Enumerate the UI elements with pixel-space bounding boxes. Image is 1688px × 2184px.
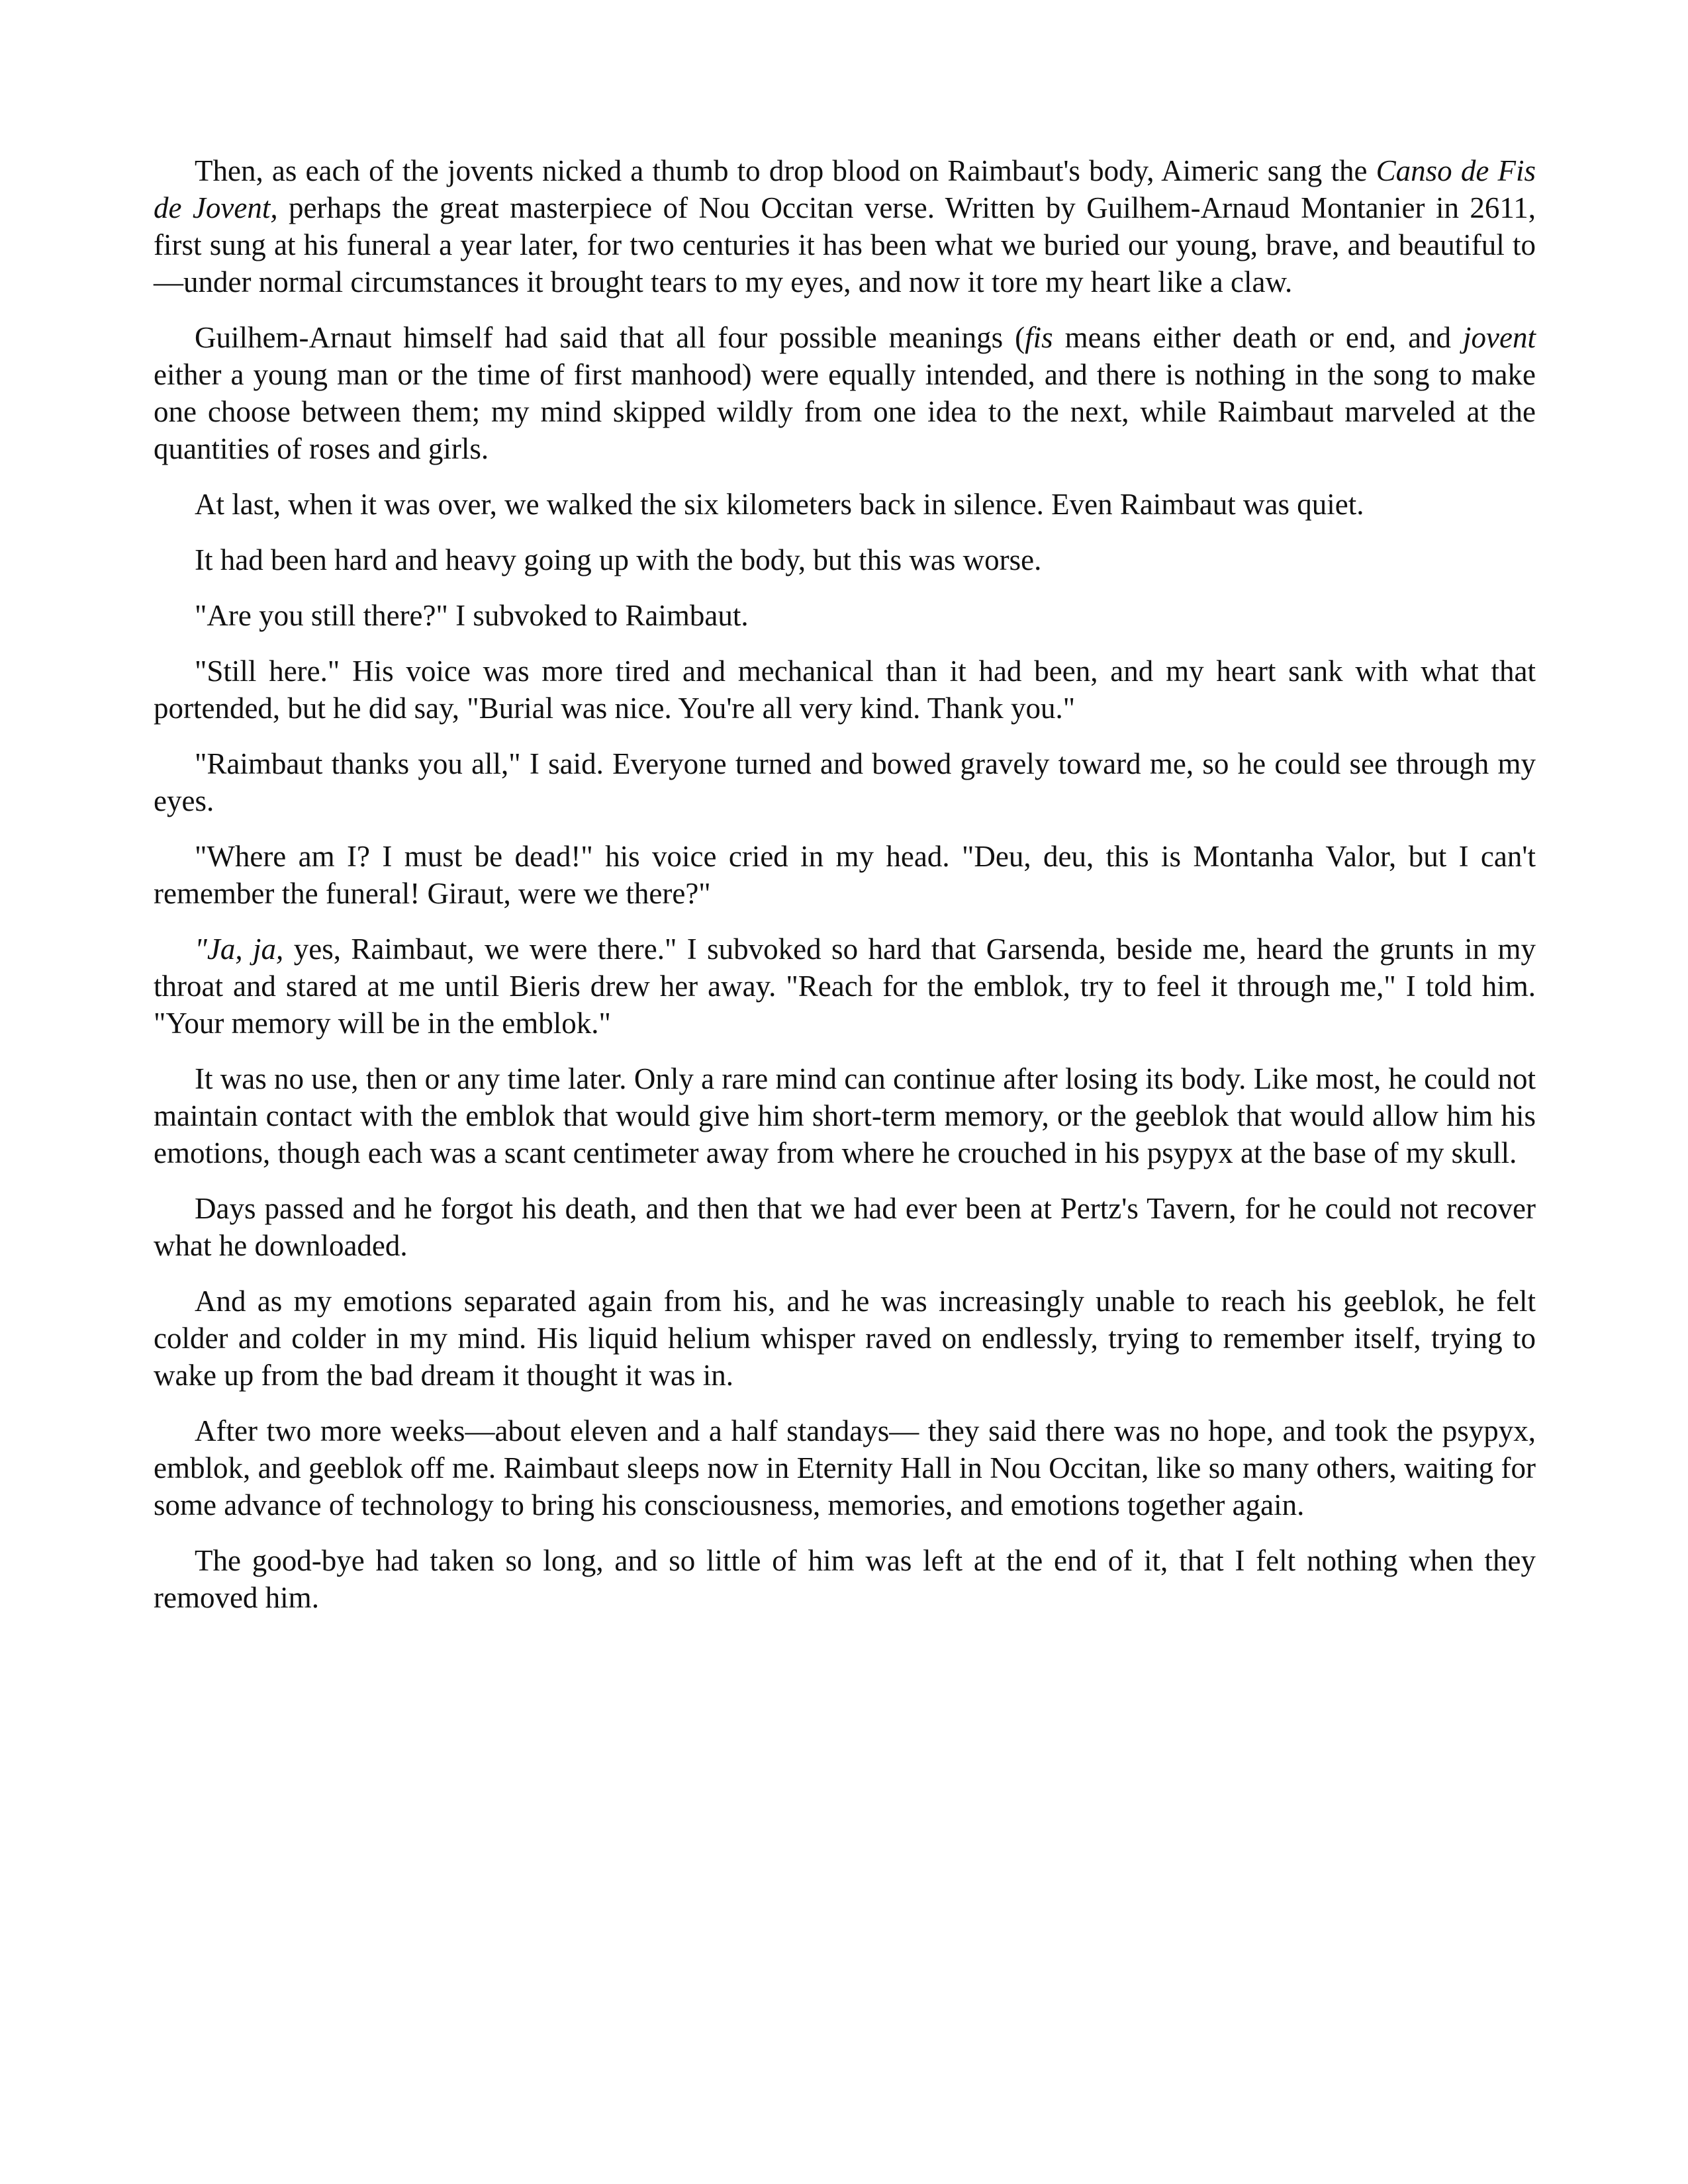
text-run: After two more weeks—about eleven and a half standays— they said there was no hope, and took the psypyx, emblok, and geeblok off me. Raimbaut sleeps now in Eternity Hall in Nou Occitan, like so many others, waiting for some advance of technology to bring his consciousness, memories, and emotions together again.: [154, 1414, 1536, 1522]
text-run: And as my emotions separated again from his, and he was increasingly unable to reach his geeblok, he felt colder and colder in my mind. His liquid helium whisper raved on endlessly, trying to remember itself, trying to wake up from the bad dream it thought it was in.: [154, 1285, 1536, 1392]
document-page: [154, 152, 1536, 1635]
paragraph: [154, 1190, 1536, 1264]
paragraph: [154, 931, 1536, 1042]
text-run: Guilhem-Arnaut himself had said that all four possible meanings (: [195, 321, 1025, 354]
italic-word: "Ja, ja,: [195, 933, 284, 966]
paragraph: [154, 152, 1536, 300]
italic-word: fis: [1025, 321, 1053, 354]
text-run: The good-bye had taken so long, and so little of him was left at the end of it, that I felt nothing when they removed him.: [154, 1544, 1536, 1614]
text-run: "Raimbaut thanks you all," I said. Everyone turned and bowed gravely toward me, so he could see through my eyes.: [154, 747, 1536, 817]
paragraph: [154, 541, 1536, 578]
text-run: "Are you still there?" I subvoked to Raimbaut.: [195, 599, 749, 632]
paragraph: [154, 1542, 1536, 1616]
italic-word: jovent: [1463, 321, 1536, 354]
text-run: It had been hard and heavy going up with the body, but this was worse.: [195, 543, 1042, 576]
text-run: means either death or end, and: [1053, 321, 1464, 354]
text-run: perhaps the great masterpiece of Nou Occitan verse. Written by Guilhem-Arnaud Montanier in 2611, first sung at his funeral a year later, for two centuries it has been what we buried our young, brave, and beautiful to—under normal circumstances it brought tears to my eyes, and now it tore my heart like a claw.: [154, 191, 1536, 298]
text-run: Then, as each of the jovents nicked a thumb to drop blood on Raimbaut's body, Aimeric sang the: [195, 154, 1376, 187]
text-run: either a young man or the time of first manhood) were equally intended, and there is nothing in the song to make one choose between them; my mind skipped wildly from one idea to the next, while Raimbaut marveled at the quantities of roses and girls.: [154, 358, 1536, 465]
paragraph: [154, 1412, 1536, 1524]
paragraph: [154, 745, 1536, 819]
paragraph: [154, 1283, 1536, 1394]
text-run: It was no use, then or any time later. Only a rare mind can continue after losing its body. Like most, he could not maintain contact with the emblok that would give him short-term memory, or the geeblok that would allow him his emotions, though each was a scant centimeter away from where he crouched in his psypyx at the base of my skull.: [154, 1062, 1536, 1169]
paragraph: [154, 486, 1536, 523]
text-run: Days passed and he forgot his death, and then that we had ever been at Pertz's Tavern, for he could not recover what he downloaded.: [154, 1192, 1536, 1262]
text-run: yes, Raimbaut, we were there." I subvoked so hard that Garsenda, beside me, heard the grunts in my throat and stared at me until Bieris drew her away. "Reach for the emblok, try to feel it through me," I told him. "Your memory will be in the emblok.": [154, 933, 1536, 1040]
paragraph: [154, 653, 1536, 727]
text-run: "Where am I? I must be dead!" his voice cried in my head. "Deu, deu, this is Montanha Valor, but I can't remember the funeral! Giraut, were we there?": [154, 840, 1536, 910]
text-run: "Still here." His voice was more tired and mechanical than it had been, and my heart sank with what that portended, but he did say, "Burial was nice. You're all very kind. Thank you.": [154, 655, 1536, 725]
paragraph: [154, 319, 1536, 467]
paragraph: [154, 838, 1536, 912]
text-run: At last, when it was over, we walked the six kilometers back in silence. Even Raimbaut was quiet.: [195, 488, 1364, 521]
paragraph: [154, 1060, 1536, 1171]
paragraph: [154, 597, 1536, 634]
italic-title: Canso de Fis de Jovent,: [154, 154, 1536, 224]
